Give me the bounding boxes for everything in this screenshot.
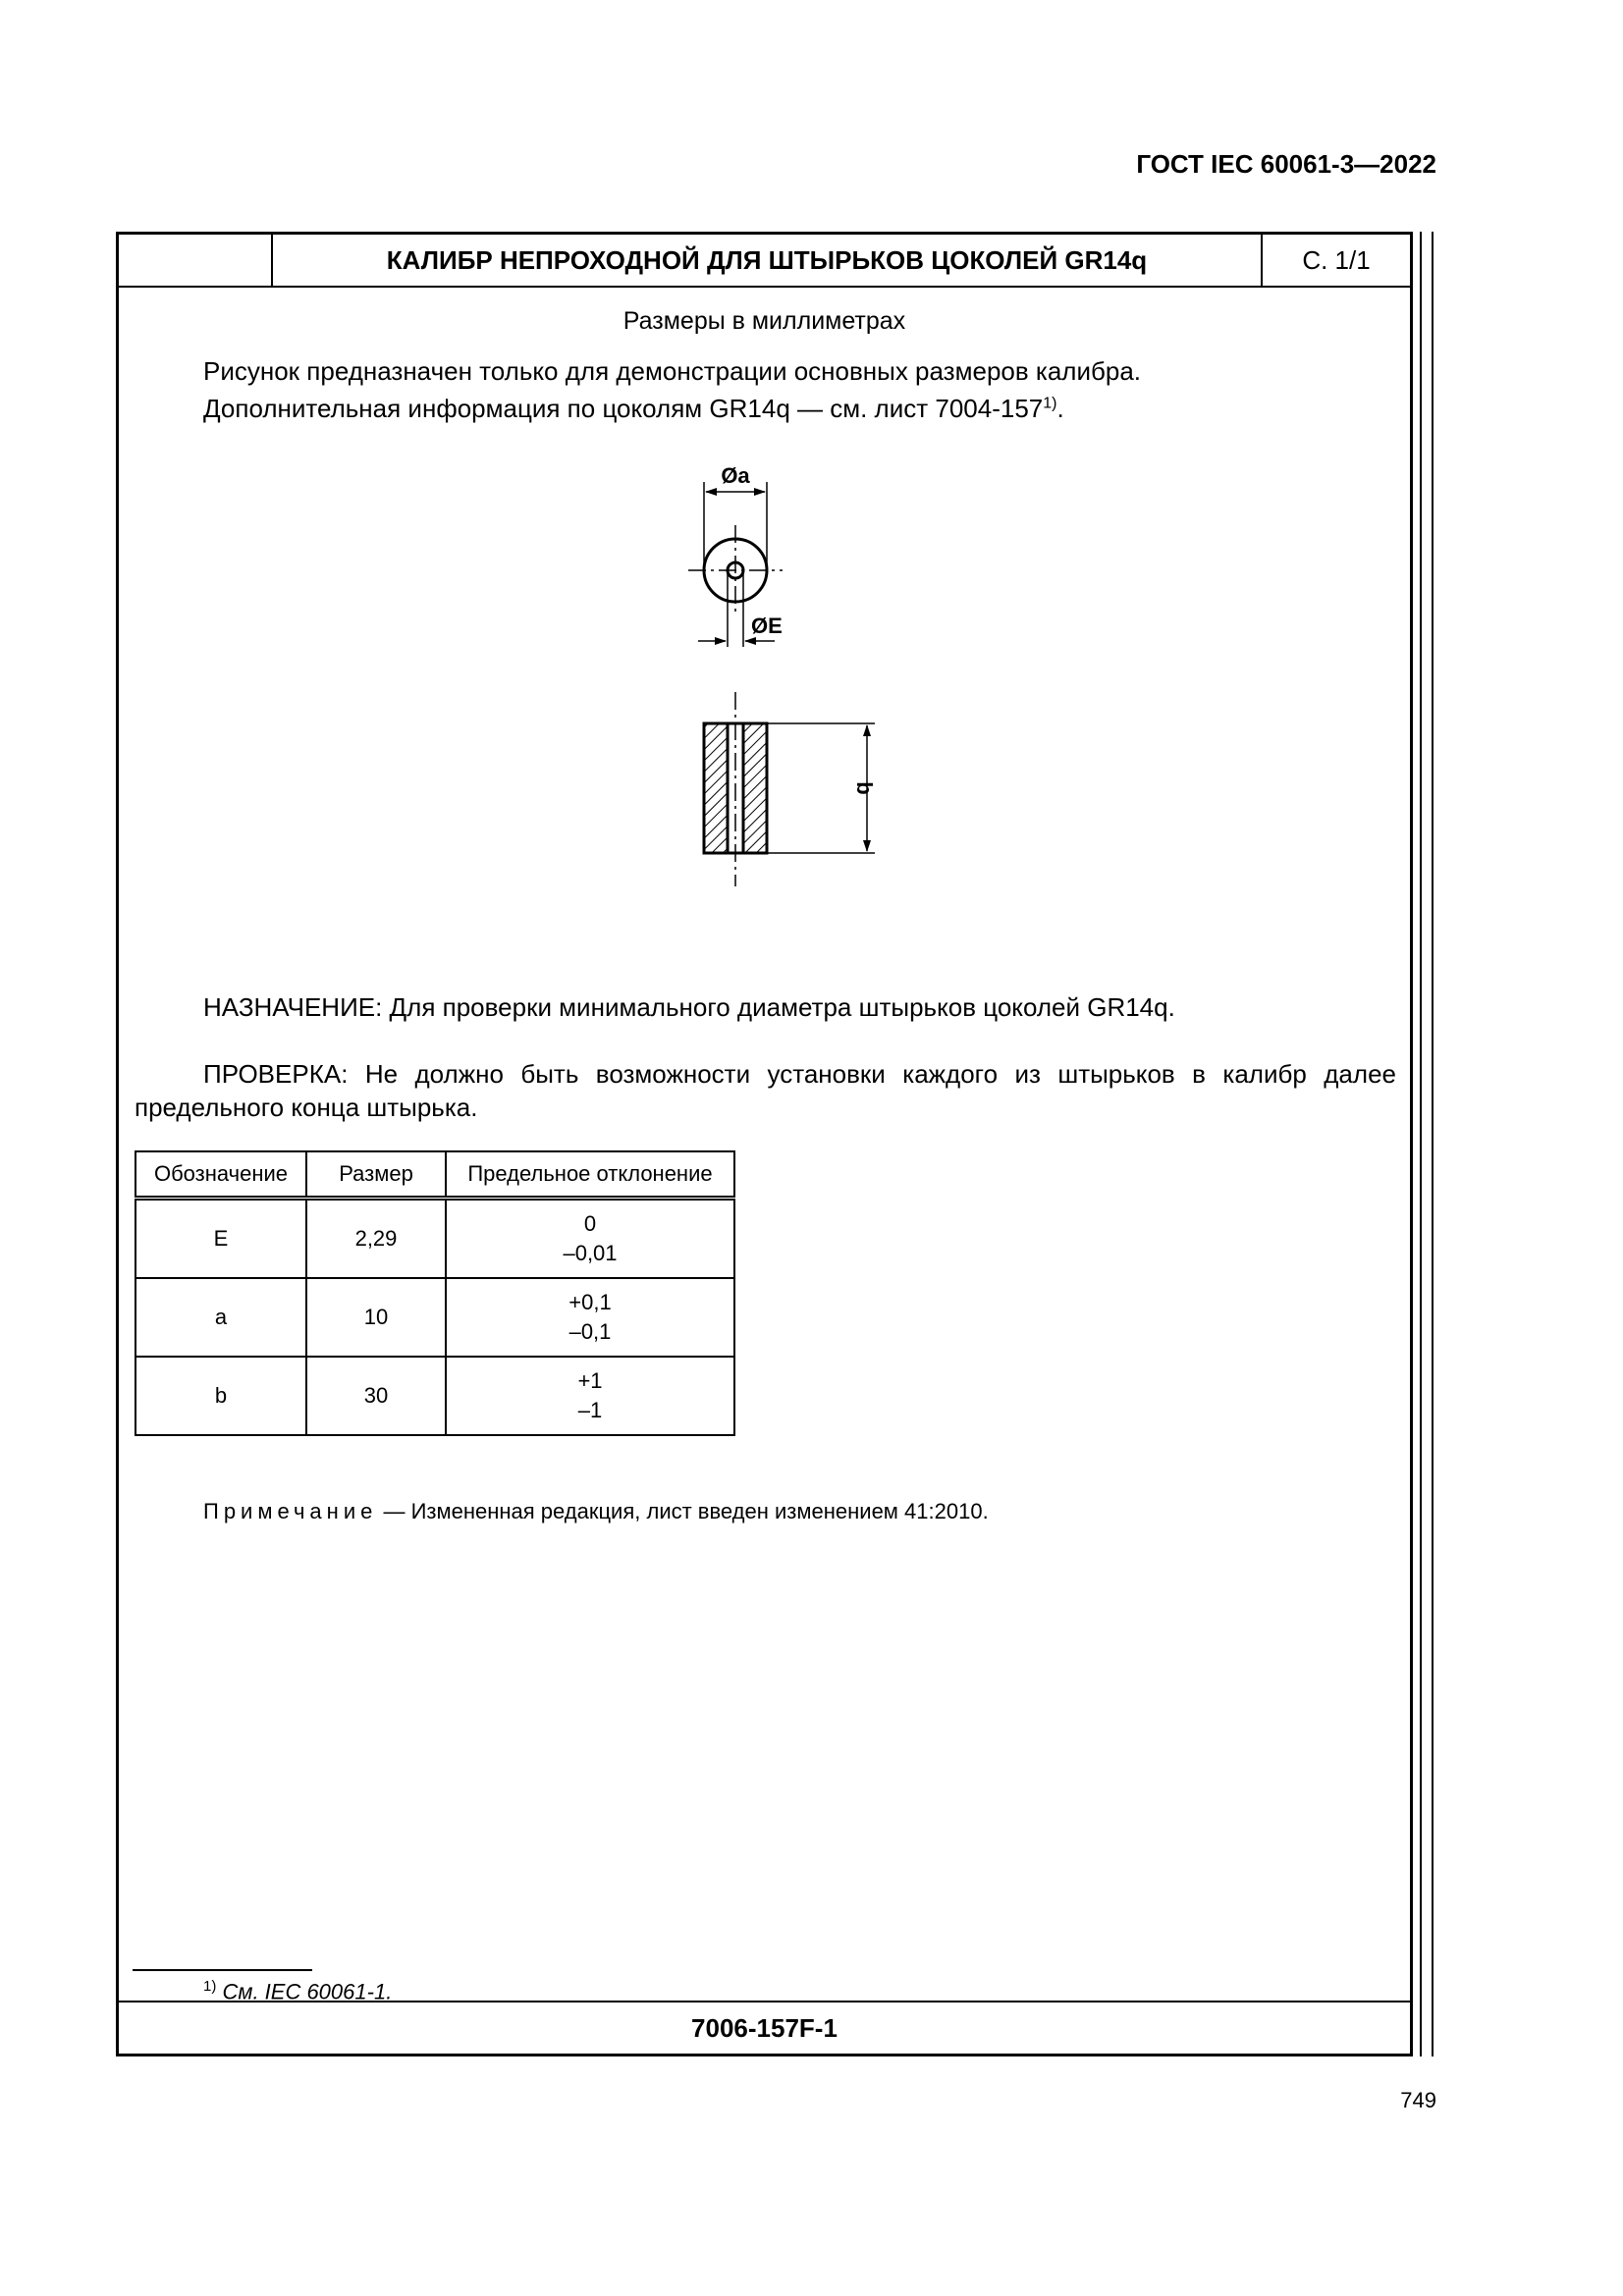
footnote-rule — [133, 1969, 312, 1971]
note-label: Примечание — [203, 1499, 378, 1523]
note-text: — Измененная редакция, лист введен изменением 41:2010. — [377, 1499, 989, 1523]
gauge-drawing — [119, 235, 1410, 981]
cell-size: 10 — [306, 1278, 446, 1357]
intro-line-2: Дополнительная информация по цоколям GR14q — см. лист 7004-157$^{1)}$. — [203, 394, 1064, 423]
check-text: ПРОВЕРКА: Не должно быть возможности установки каждого из штырьков в калибр далее предельного конца штырька. — [135, 1059, 1396, 1122]
wall-right-hatched — [743, 723, 767, 853]
col-header-symbol: Обозначение — [135, 1151, 306, 1199]
col-header-size: Размер — [306, 1151, 446, 1199]
page-number: 749 — [1400, 2088, 1436, 2112]
side-section-view — [704, 692, 877, 886]
table-row — [135, 1357, 734, 1435]
units-note: Размеры в миллиметрах — [622, 307, 906, 335]
table-row — [135, 1199, 734, 1279]
intro-line-1: Рисунок предназначен только для демонстрации основных размеров калибра. — [203, 356, 1142, 386]
table-header-row — [135, 1151, 734, 1199]
top-view — [688, 463, 783, 647]
col-header-tolerance: Предельное отклонение — [446, 1151, 734, 1199]
sheet-double-rule — [1420, 232, 1434, 2056]
cell-size: 30 — [306, 1357, 446, 1435]
standard-code: ГОСТ IEC 60061-3—2022 — [1136, 149, 1436, 179]
cell-tolerance: +0,1 –0,1 — [446, 1278, 734, 1357]
cell-symbol: E — [135, 1199, 306, 1279]
cell-tolerance: 0 –0,01 — [446, 1199, 734, 1279]
footnote-mark: 1) — [203, 1978, 217, 1995]
data-sheet-frame — [116, 232, 1413, 2056]
table-row — [135, 1278, 734, 1357]
label-dia-a: Øa — [721, 463, 750, 488]
label-length-b: b — [852, 781, 877, 795]
sheet-page-ref: С. 1/1 — [1302, 244, 1371, 275]
sheet-title: КАЛИБР НЕПРОХОДНОЙ ДЛЯ ШТЫРЬКОВ ЦОКОЛЕЙ GR14q — [273, 235, 1263, 286]
sheet-number: 7006-157F-1 — [119, 2001, 1410, 2054]
label-dia-e: ØE — [751, 614, 783, 638]
intro-footnote-mark: 1) — [1043, 395, 1057, 412]
cell-size: 2,29 — [306, 1199, 446, 1279]
cell-tolerance: +1 –1 — [446, 1357, 734, 1435]
cell-symbol: b — [135, 1357, 306, 1435]
purpose-text: НАЗНАЧЕНИЕ: Для проверки минимального диаметра штырьков цоколей GR14q. — [203, 992, 1175, 1022]
wall-left-hatched — [704, 723, 728, 853]
footnote-text: См. IEC 60061-1. — [222, 1979, 393, 2004]
dimensions-table — [135, 1150, 735, 1436]
note — [203, 1499, 989, 1524]
cell-symbol: a — [135, 1278, 306, 1357]
